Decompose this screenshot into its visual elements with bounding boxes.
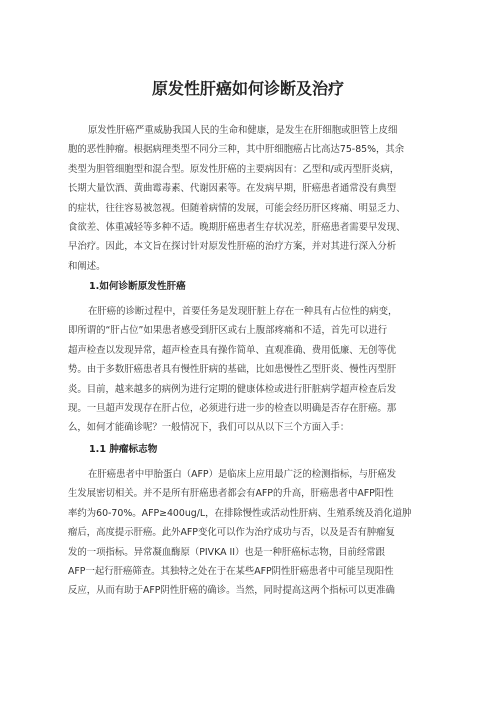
section11-paragraph	[68, 465, 440, 601]
intro-paragraph	[68, 121, 440, 276]
text-line: 的症状，往往容易被忽视。但随着病情的发展，可能会经历肝区疼痛、明显乏力、	[68, 202, 406, 214]
text-line: 在肝癌患者中甲胎蛋白（AFP）是临床上应用最广泛的检测指标，与肝癌发	[88, 469, 397, 480]
text-line: 反应，从而有助于AFP阴性肝癌的确诊。当然，同时提高这两个指标可以更准确	[68, 585, 395, 597]
text-line: 生发展密切相关。并不是所有肝癌患者都会有AFP的升高，肝癌患者中AFP阳性	[68, 488, 394, 500]
text-line: AFP一起行肝癌筛查。其独特之处在于在某些AFP阴性肝癌患者中可能呈现阳性	[68, 565, 394, 577]
section-heading: 1.如何诊断原发性肝癌	[89, 281, 186, 292]
text-line: 势。由于多数肝癌患者具有慢性肝病的基础，比如患慢性乙型肝炎、慢性丙型肝	[68, 364, 397, 376]
text-line: 类型为胆管细胞型和混合型。原发性肝癌的主要病因有：乙型和/或丙型肝炎病，	[68, 163, 400, 175]
subsection-heading: 1.1 肿瘤标志物	[89, 444, 158, 455]
section1-paragraph	[68, 302, 440, 438]
text-line: 么，如何才能确诊呢？一般情况下，我们可以从以下三个方面入手：	[68, 422, 350, 434]
text-line: 现。一旦超声发现存在肝占位，必须进行进一步的检查以明确是否存在肝癌。那	[68, 402, 397, 414]
text-line: 即所谓的“肝占位”如果患者感受到肝区或右上腹部疼痛和不适，首先可以进行	[68, 325, 388, 337]
document-title: 原发性肝癌如何诊断及治疗	[151, 79, 344, 98]
text-line: 原发性肝癌严重威胁我国人民的生命和健康，是发生在肝细胞或胆管上皮细	[88, 125, 398, 136]
text-line: 胞的恶性肿瘤。根据病理类型不同分三种，其中肝细胞癌占比高达75-85%，其余	[68, 144, 405, 156]
text-line: 长期大量饮酒、黄曲霉毒素、代谢因素等。在发病早期，肝癌患者通常没有典型	[68, 183, 397, 195]
text-line: 率约为60-70%。AFP≥400ug/L，在排除慢性或活动性肝病、生殖系统及消化道肿	[68, 507, 412, 519]
text-line: 超声检查以发现异常，超声检查具有操作简单、直观准确、费用低廉、无创等优	[68, 344, 397, 356]
text-line: 在肝癌的诊断过程中，首要任务是发现肝脏上存在一种具有占位性的病变，	[88, 306, 398, 317]
text-line: 瘤后，高度提示肝癌。此外AFP变化可以作为治疗成功与否，以及是否有肿瘤复	[68, 527, 395, 539]
text-line: 发的一项指标。异常凝血酶原（PIVKA II）也是一种肝癌标志物，目前经常跟	[68, 546, 385, 558]
text-line: 和阐述。	[68, 260, 106, 272]
text-line: 炎。目前，越来越多的病例为进行定期的健康体检或进行肝脏病学超声检查后发	[68, 383, 397, 395]
text-line: 食欲差、体重减轻等多种不适。晚期肝癌患者生存状况差，肝癌患者需要早发现、	[68, 221, 406, 233]
text-line: 早治疗。因此，本文旨在探讨针对原发性肝癌的治疗方案，并对其进行深入分析	[68, 241, 397, 253]
